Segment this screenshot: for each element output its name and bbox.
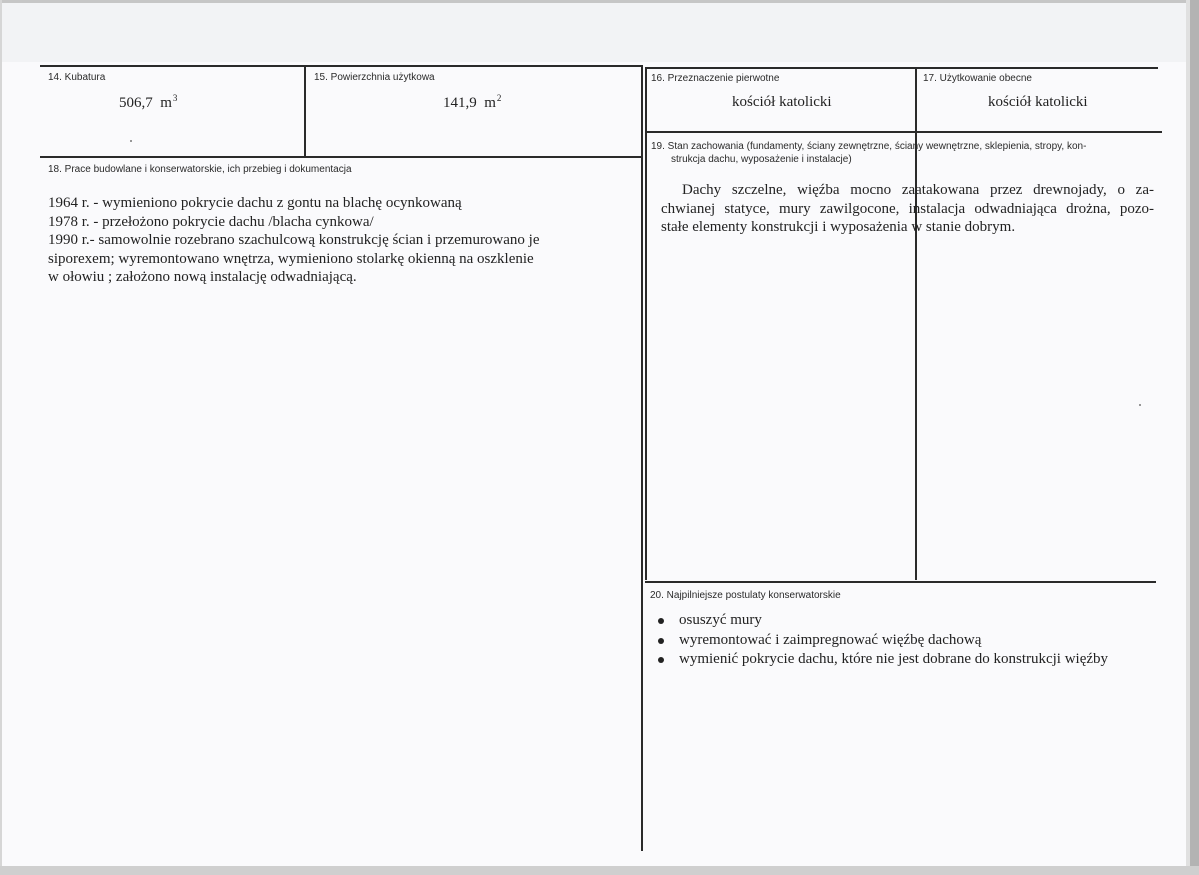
condition-line-1: Dachy szczelne, więźba mocno zaatakowana przez drewnojady, o za- — [682, 182, 1154, 198]
field-15-label: 15. Powierzchnia użytkowa — [314, 72, 435, 83]
field-17-value: kościół katolicki — [988, 94, 1088, 110]
scan-speck — [130, 140, 132, 142]
usable-area-unit-exponent: 2 — [496, 93, 502, 103]
postulate-item: wymienić pokrycie dachu, które nie jest dobrane do konstrukcji więźby — [655, 650, 1108, 670]
scan-speck — [1139, 404, 1141, 406]
postulate-item: wyremontować i zaimpregnować więźbę dachową — [655, 631, 1108, 651]
work-line-4: siporexem; wyremontowano wnętrza, wymieniono stolarkę okienną na oszklenie — [48, 250, 534, 267]
condition-line-3: stałe elementy konstrukcji i wyposażenia w stanie dobrym. — [661, 219, 1016, 235]
scan-left-edge — [0, 0, 2, 875]
cubature-number: 506,7 — [119, 95, 153, 111]
rule-18-top — [40, 156, 642, 158]
condition-line-2: chwianej statyce, mury zawilgocone, instalacja odwadniająca drożna, pozo- — [661, 200, 1154, 217]
field-18-label: 18. Prace budowlane i konserwatorskie, ich przebieg i dokumentacja — [48, 164, 352, 175]
rule-16-17-bottom — [646, 131, 1162, 133]
box-19-left — [645, 67, 647, 580]
usable-area-unit: m — [484, 95, 496, 111]
field-19-text — [661, 181, 1154, 237]
scan-right-edge — [1190, 0, 1199, 875]
field-16-value: kościół katolicki — [732, 94, 832, 110]
divider-16-17 — [915, 67, 917, 132]
field-14-value — [119, 93, 177, 112]
top-margin-shade — [0, 0, 1199, 62]
field-16-label: 16. Przeznaczenie pierwotne — [651, 73, 780, 84]
field-17-label: 17. Użytkowanie obecne — [923, 73, 1032, 84]
work-line-1: 1964 r. - wymieniono pokrycie dachu z gontu na blachę ocynkowaną — [48, 195, 462, 211]
field-18-text — [48, 194, 540, 287]
work-line-3: 1990 r.- samowolnie rozebrano szachulcową konstrukcję ścian i przemurowano je — [48, 232, 540, 248]
cubature-unit: m — [160, 95, 172, 111]
rule-20-top — [645, 581, 1156, 583]
scan-bottom-edge — [0, 866, 1199, 875]
scan-top-edge — [0, 0, 1199, 3]
field-20-label: 20. Najpilniejsze postulaty konserwatorskie — [650, 590, 841, 601]
divider-14-15 — [304, 65, 306, 157]
top-rule-right — [646, 67, 1158, 69]
work-line-2: 1978 r. - przełożono pokrycie dachu /blacha cynkowa/ — [48, 213, 374, 230]
usable-area-number: 141,9 — [443, 95, 477, 111]
field-19-label-line-2: strukcja dachu, wyposażenie i instalacje) — [671, 154, 852, 165]
postulate-item: osuszyć mury — [655, 611, 1108, 631]
field-19-label-line-1: 19. Stan zachowania (fundamenty, ściany zewnętrzne, ściany wewnętrzne, sklepienia, stropy, kon- — [651, 141, 1087, 152]
postulates-list — [655, 611, 1108, 670]
field-14-label: 14. Kubatura — [48, 72, 106, 83]
center-divider — [641, 65, 643, 851]
top-rule-left — [40, 65, 642, 67]
field-15-value — [443, 93, 501, 112]
work-line-5: w ołowiu ; założono nową instalację odwadniającą. — [48, 269, 357, 285]
cubature-unit-exponent: 3 — [172, 93, 178, 103]
